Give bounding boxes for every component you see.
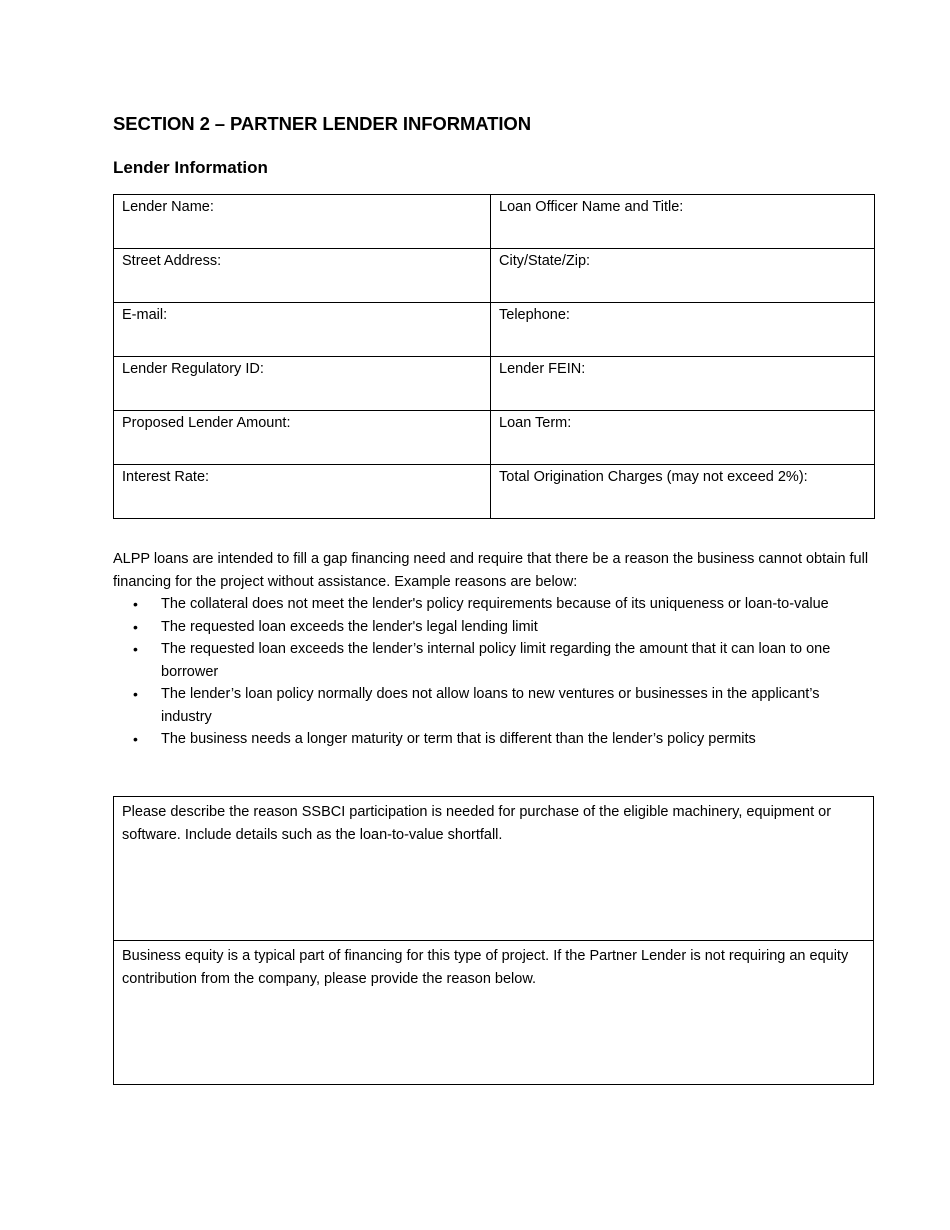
loan-term-field[interactable]: Loan Term: [491, 411, 875, 465]
email-field[interactable]: E-mail: [114, 303, 491, 357]
street-address-field[interactable]: Street Address: [114, 249, 491, 303]
table-row [114, 941, 874, 1085]
lender-information-heading: Lender Information [113, 158, 268, 177]
lender-regulatory-id-field[interactable]: Lender Regulatory ID: [114, 357, 491, 411]
reason-text: The requested loan exceeds the lender's legal lending limit [161, 618, 538, 635]
table-row [114, 303, 875, 357]
bullet-icon: • [133, 641, 138, 657]
table-row [114, 249, 875, 303]
reason-text: The collateral does not meet the lender's policy requirements because of its uniqueness or loan-to-value [161, 596, 829, 612]
lender-information-table [113, 194, 875, 519]
table-row [114, 357, 875, 411]
table-row [114, 195, 875, 249]
list-item [113, 683, 874, 728]
list-item [113, 616, 874, 639]
proposed-lender-amount-field[interactable]: Proposed Lender Amount: [114, 411, 491, 465]
list-item [113, 728, 874, 751]
lender-name-field[interactable]: Lender Name: [114, 195, 491, 249]
section-title: SECTION 2 – PARTNER LENDER INFORMATION [113, 113, 531, 134]
bullet-icon: • [133, 686, 138, 702]
example-reasons-list [113, 593, 874, 751]
lender-fein-field[interactable]: Lender FEIN: [491, 357, 875, 411]
reason-text: The requested loan exceeds the lender’s internal policy limit regarding the amount that it can loan to one borrower [161, 641, 831, 680]
telephone-field[interactable]: Telephone: [491, 303, 875, 357]
loan-officer-field[interactable]: Loan Officer Name and Title: [491, 195, 875, 249]
reason-text: The business needs a longer maturity or term that is different than the lender’s policy permits [161, 731, 756, 747]
bullet-icon: • [133, 618, 138, 635]
reason-text: The lender’s loan policy normally does not allow loans to new ventures or businesses in the applicant’s industry [161, 686, 820, 725]
list-item [113, 638, 874, 683]
list-item [113, 593, 874, 616]
interest-rate-field[interactable]: Interest Rate: [114, 465, 491, 519]
table-row [114, 797, 874, 941]
bullet-icon: • [133, 731, 138, 747]
ssbci-reason-field[interactable]: Please describe the reason SSBCI participation is needed for purchase of the eligible machinery, equipment or software. Include details such as the loan-to-value shortfall. [114, 797, 874, 941]
intro-paragraph: ALPP loans are intended to fill a gap financing need and require that there be a reason the business cannot obtain full financing for the project without assistance. Example reasons are below: [113, 551, 869, 590]
bullet-icon: • [133, 596, 138, 612]
table-row [114, 465, 875, 519]
reason-description-table [113, 796, 874, 1085]
equity-reason-field[interactable]: Business equity is a typical part of financing for this type of project. If the Partner Lender is not requiring an equity contribution from the company, please provide the reason below. [114, 941, 874, 1085]
origination-charges-field[interactable]: Total Origination Charges (may not exceed 2%): [491, 465, 875, 519]
city-state-zip-field[interactable]: City/State/Zip: [491, 249, 875, 303]
table-row [114, 411, 875, 465]
